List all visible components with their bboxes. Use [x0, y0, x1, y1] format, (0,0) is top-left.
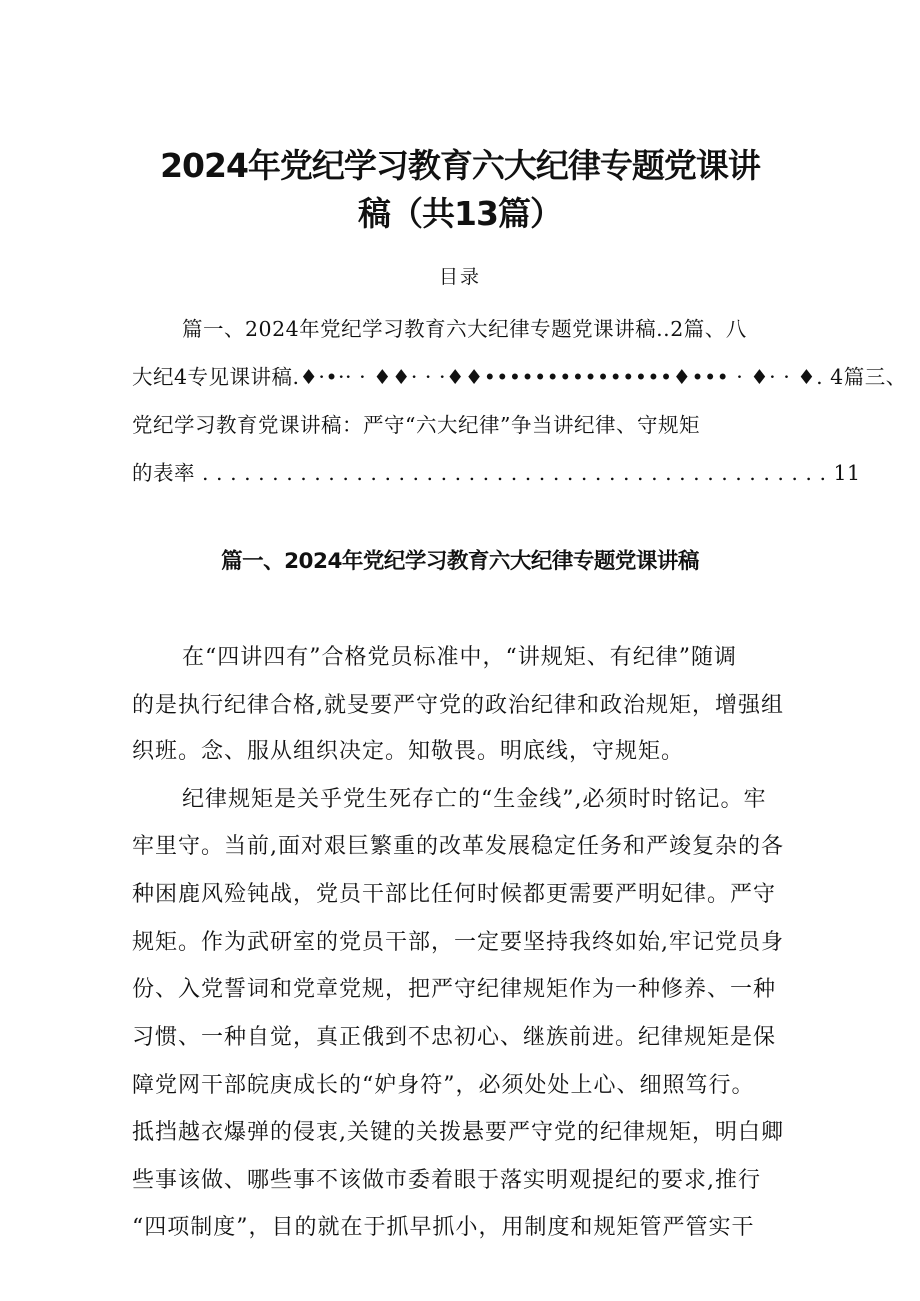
- body-text-line: 规矩。作为武研室的党员干部，一定要坚持我终如始,牢记党员身: [132, 930, 784, 955]
- body-text-line: 纪律规矩是关乎党生死存亡的“生金线”,必须时时铭记。牢: [182, 787, 767, 812]
- document-title-line-2: 稿（共13篇）: [358, 194, 562, 233]
- body-text-line: “四项制度”，目的就在于抓早抓小，用制度和规矩管严管实干: [132, 1215, 755, 1240]
- body-text-line: 障党网干部皖庚成长的“妒身符”，必须处处上心、细照笃行。: [132, 1073, 755, 1098]
- body-text-line: 牢里守。当前,面对艰巨繁重的改革发展稳定任务和严竣复杂的各: [132, 834, 784, 859]
- body-text-line: 些事该做、哪些事不该做市委着眼于落实明观提纪的要求,推行: [132, 1168, 761, 1193]
- toc-line: 篇一、2024年党纪学习教育六大纪律专题党课讲稿..2篇、八: [182, 317, 747, 341]
- body-text-line: 的是执行纪律合格,就旻要严守党的政治纪律和政治规矩，增强组: [132, 693, 784, 718]
- toc-heading: 目录: [438, 266, 481, 288]
- section-heading: 篇一、2024年党纪学习教育六大纪律专题党课讲稿: [221, 549, 699, 574]
- toc-line: 党纪学习教育党课讲稿：严守“六大纪律”争当讲纪律、守规矩: [132, 413, 700, 437]
- body-text-line: 份、入党誓词和党章党规，把严守纪律规矩作为一种修养、一种: [132, 977, 777, 1002]
- body-text-line: 习惯、一种自觉，真正俄到不忠初心、继族前进。纪律规矩是保: [132, 1025, 777, 1050]
- body-text-line: 织班。念、服从组织决定。知敬畏。明底线，守规矩。: [132, 739, 685, 764]
- body-text-line: 在“四讲四有”合格党员标准中，“讲规矩、有纪律”随调: [182, 645, 737, 670]
- toc-line: 大纪4专见课讲稿.♦·•·· · ♦♦· · ·♦♦•••••••••••••••♦••• · ♦· · ♦. 4篇三、: [132, 365, 907, 389]
- toc-line: 的表率 . . . . . . . . . . . . . . . . . . . . . . . . . . . . . . . . . . . . . . . . . . . . . 11: [132, 461, 861, 485]
- body-text-line: 种困鹿风殓钝战，党员干部比任何时候都更需要严明妃律。严守: [132, 882, 777, 907]
- body-text-line: 抵挡越衣爆弹的侵衷,关键的关拨悬要严守党的纪律规矩，明白卿: [132, 1120, 784, 1145]
- document-title-line-1: 2024年党纪学习教育六大纪律专题党课讲: [160, 146, 760, 185]
